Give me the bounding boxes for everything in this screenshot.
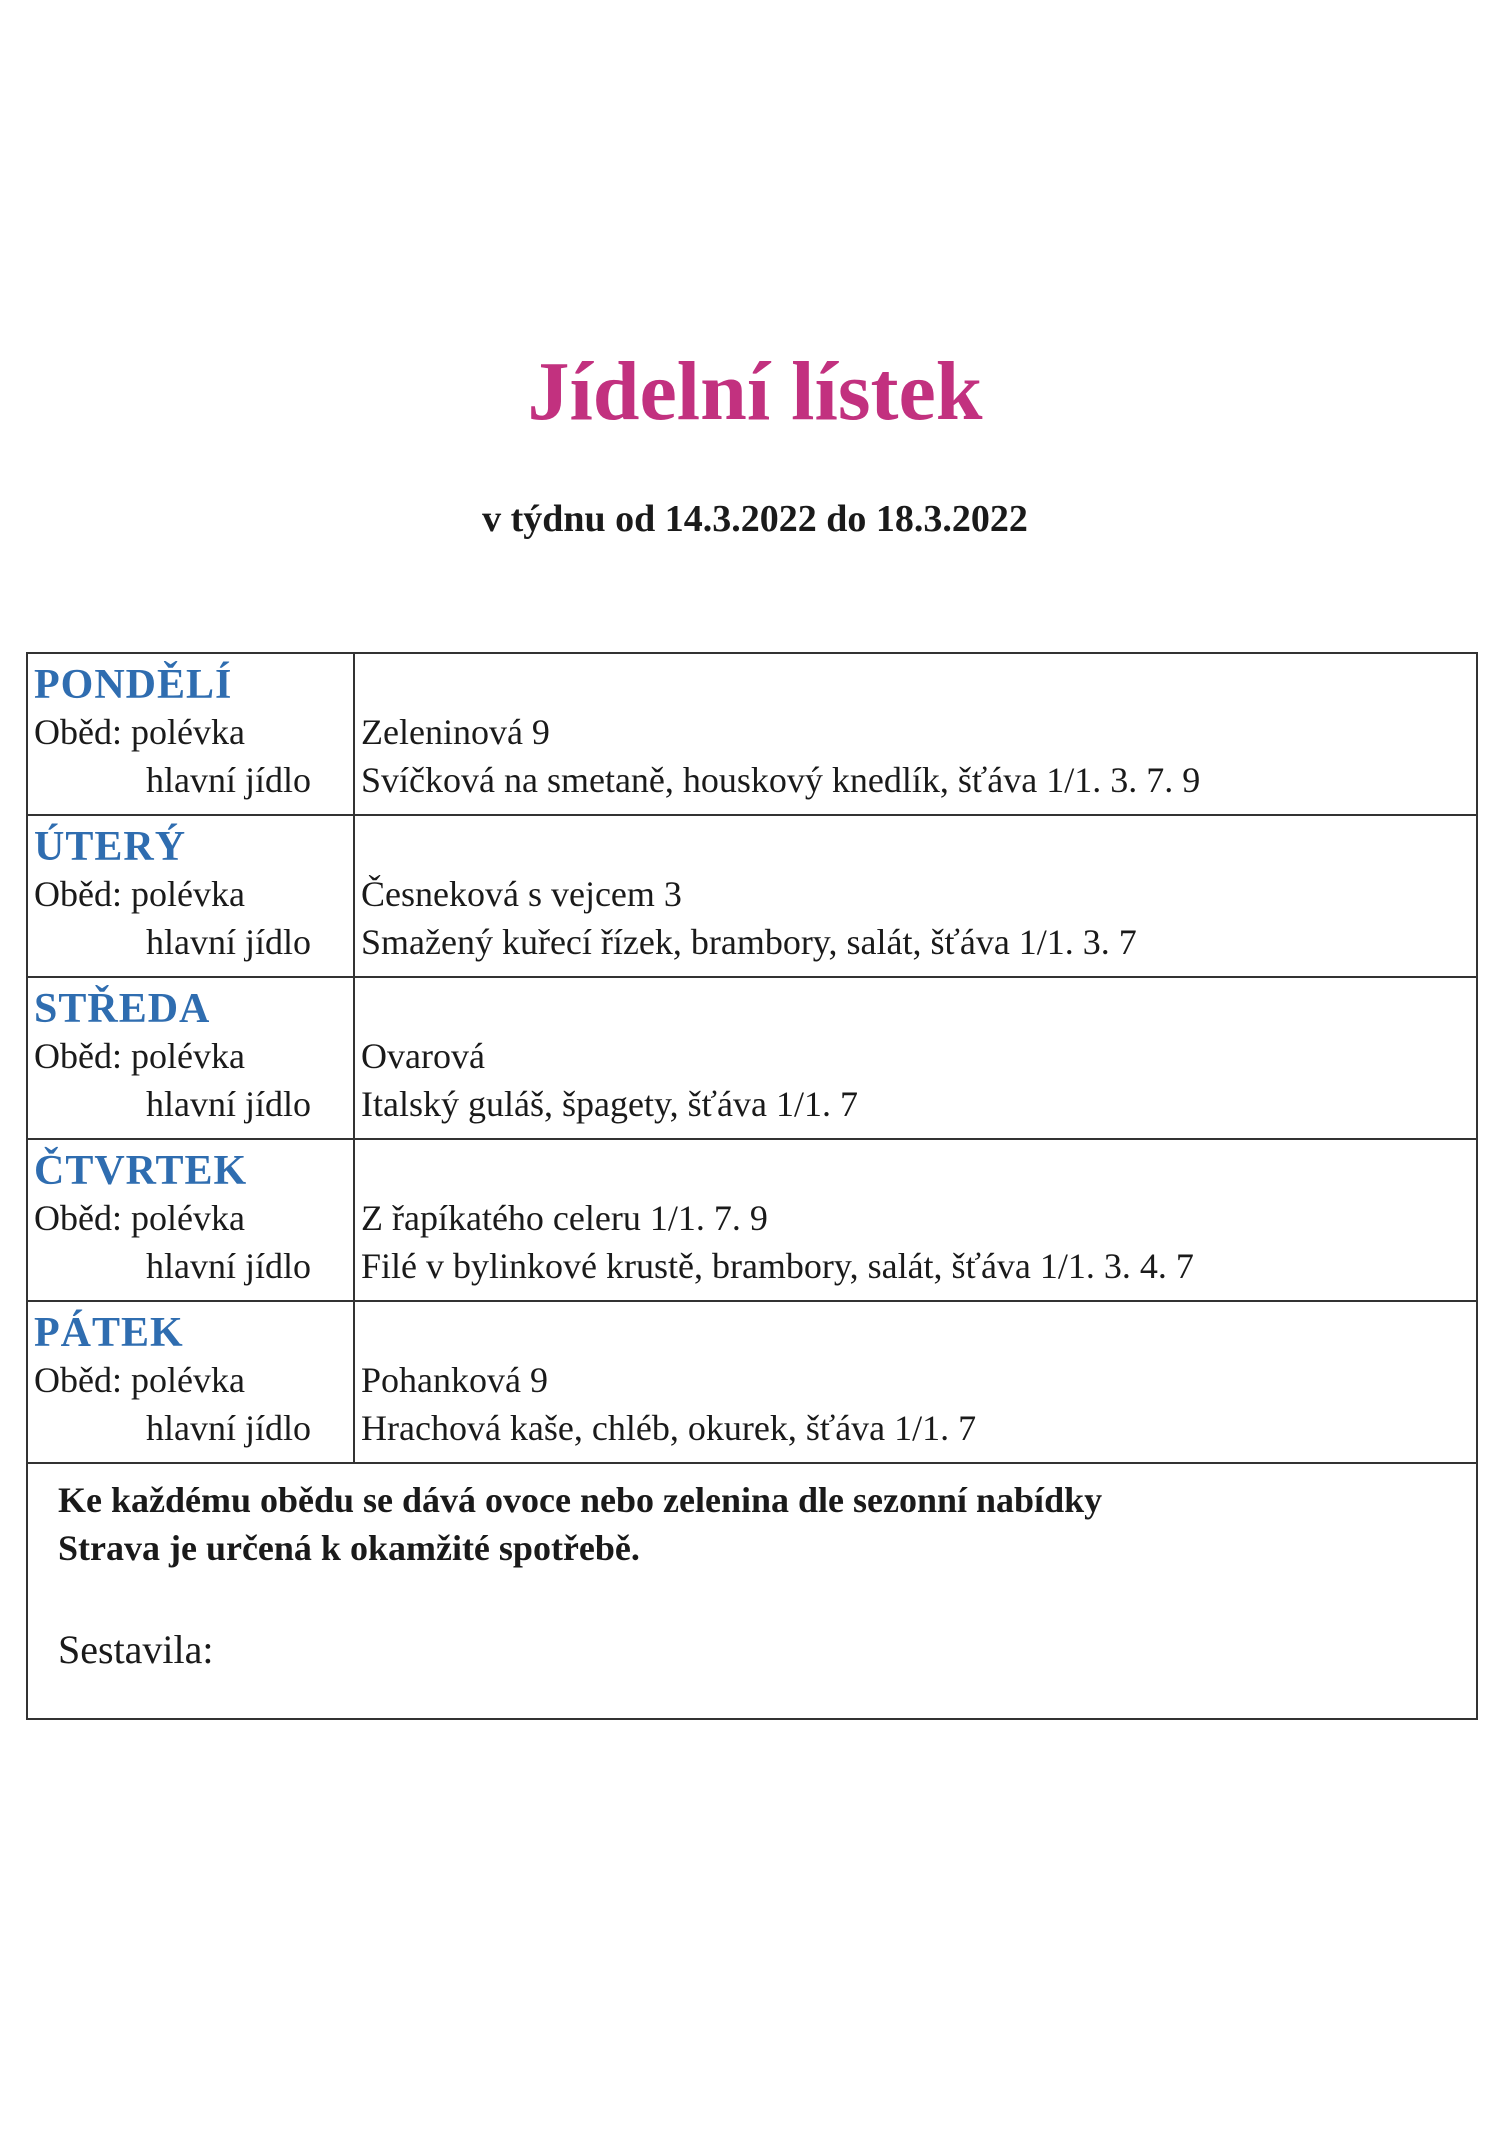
fruit-note: Ke každému obědu se dává ovoce nebo zelenina dle sezonní nabídky bbox=[58, 1480, 1103, 1520]
day-dishes-cell bbox=[355, 816, 1476, 976]
soup-dish: Ovarová bbox=[361, 1036, 485, 1076]
day-dishes-cell bbox=[355, 1302, 1476, 1462]
day-dishes-cell bbox=[355, 654, 1476, 814]
menu-table bbox=[26, 652, 1478, 1720]
day-row-monday bbox=[28, 654, 1476, 816]
main-label: hlavní jídlo bbox=[146, 1408, 311, 1448]
soup-label: Oběd: polévka bbox=[34, 874, 245, 914]
main-label: hlavní jídlo bbox=[146, 1084, 311, 1124]
compiled-by-label: Sestavila: bbox=[58, 1627, 214, 1672]
day-name: PÁTEK bbox=[34, 1310, 184, 1356]
day-label-cell bbox=[28, 1140, 355, 1300]
day-name: ÚTERÝ bbox=[34, 824, 187, 870]
day-name: PONDĚLÍ bbox=[34, 662, 233, 708]
soup-label: Oběd: polévka bbox=[34, 1036, 245, 1076]
footer-notes bbox=[28, 1464, 1476, 1718]
day-row-tuesday bbox=[28, 816, 1476, 978]
day-dishes-cell bbox=[355, 1140, 1476, 1300]
main-label: hlavní jídlo bbox=[146, 922, 311, 962]
page-title: Jídelní lístek bbox=[527, 345, 983, 438]
main-label: hlavní jídlo bbox=[146, 760, 311, 800]
main-dish: Italský guláš, špagety, šťáva 1/1. 7 bbox=[361, 1084, 858, 1124]
soup-label: Oběd: polévka bbox=[34, 712, 245, 752]
day-dishes-cell bbox=[355, 978, 1476, 1138]
soup-dish: Česneková s vejcem 3 bbox=[361, 874, 682, 914]
soup-label: Oběd: polévka bbox=[34, 1360, 245, 1400]
day-label-cell bbox=[28, 978, 355, 1138]
soup-dish: Zeleninová 9 bbox=[361, 712, 550, 752]
day-row-friday bbox=[28, 1302, 1476, 1464]
day-row-wednesday bbox=[28, 978, 1476, 1140]
main-dish: Filé v bylinkové krustě, brambory, salát, šťáva 1/1. 3. 4. 7 bbox=[361, 1246, 1194, 1286]
day-label-cell bbox=[28, 654, 355, 814]
day-name: STŘEDA bbox=[34, 986, 211, 1032]
day-label-cell bbox=[28, 1302, 355, 1462]
main-label: hlavní jídlo bbox=[146, 1246, 311, 1286]
soup-dish: Pohanková 9 bbox=[361, 1360, 548, 1400]
main-dish: Smažený kuřecí řízek, brambory, salát, šťáva 1/1. 3. 7 bbox=[361, 922, 1137, 962]
soup-dish: Z řapíkatého celeru 1/1. 7. 9 bbox=[361, 1198, 768, 1238]
day-name: ČTVRTEK bbox=[34, 1148, 248, 1194]
main-dish: Svíčková na smetaně, houskový knedlík, šťáva 1/1. 3. 7. 9 bbox=[361, 760, 1201, 800]
day-label-cell bbox=[28, 816, 355, 976]
soup-label: Oběd: polévka bbox=[34, 1198, 245, 1238]
day-row-thursday bbox=[28, 1140, 1476, 1302]
consumption-note: Strava je určená k okamžité spotřebě. bbox=[58, 1528, 640, 1568]
week-range: v týdnu od 14.3.2022 do 18.3.2022 bbox=[482, 498, 1028, 540]
main-dish: Hrachová kaše, chléb, okurek, šťáva 1/1. 7 bbox=[361, 1408, 977, 1448]
